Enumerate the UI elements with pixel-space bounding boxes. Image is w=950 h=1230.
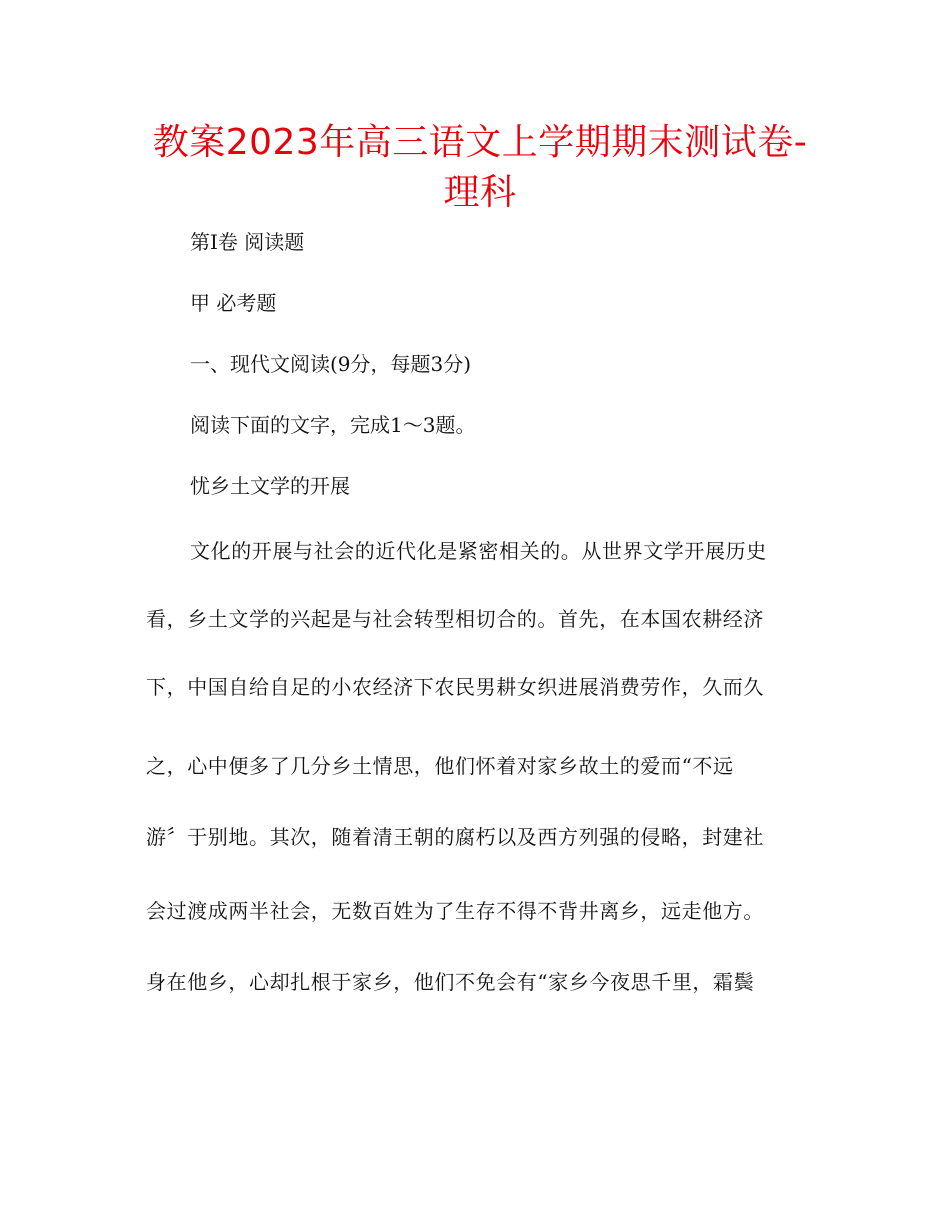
- section-reading-heading: 一、现代文阅读(9分，每题3分): [190, 352, 472, 376]
- title-line-1: 教案2023年高三语文上学期期末测试卷-: [152, 122, 808, 163]
- paragraph-line: 之，心中便多了几分乡土情思，他们怀着对家乡故土的爱而“不远: [146, 754, 734, 778]
- paragraph-line: 身在他乡，心却扎根于家乡，他们不免会有“家乡今夜思千里，霜鬓: [146, 970, 755, 994]
- instruction-text: 阅读下面的文字，完成1～3题。: [190, 413, 476, 437]
- paragraph-line: 下，中国自给自足的小农经济下农民男耕女织进展消费劳作，久而久: [146, 675, 764, 699]
- title-line-2: 理科: [443, 172, 517, 213]
- paragraph-line: 游〞于别地。其次，随着清王朝的腐朽以及西方列强的侵略，封建社: [146, 825, 764, 849]
- paragraph-line: 会过渡成两半社会，无数百姓为了生存不得不背井离乡，远走他方。: [146, 899, 764, 923]
- section-volume-heading: 第Ⅰ卷 阅读题: [190, 230, 305, 254]
- document-title: [100, 118, 860, 218]
- paragraph-line: 文化的开展与社会的近代化是紧密相关的。从世界文学开展历史: [190, 539, 767, 563]
- article-title: 忧乡土文学的开展: [190, 474, 350, 498]
- paragraph-line: 看，乡土文学的兴起是与社会转型相切合的。首先，在本国农耕经济: [146, 607, 764, 631]
- section-required-heading: 甲 必考题: [190, 291, 277, 315]
